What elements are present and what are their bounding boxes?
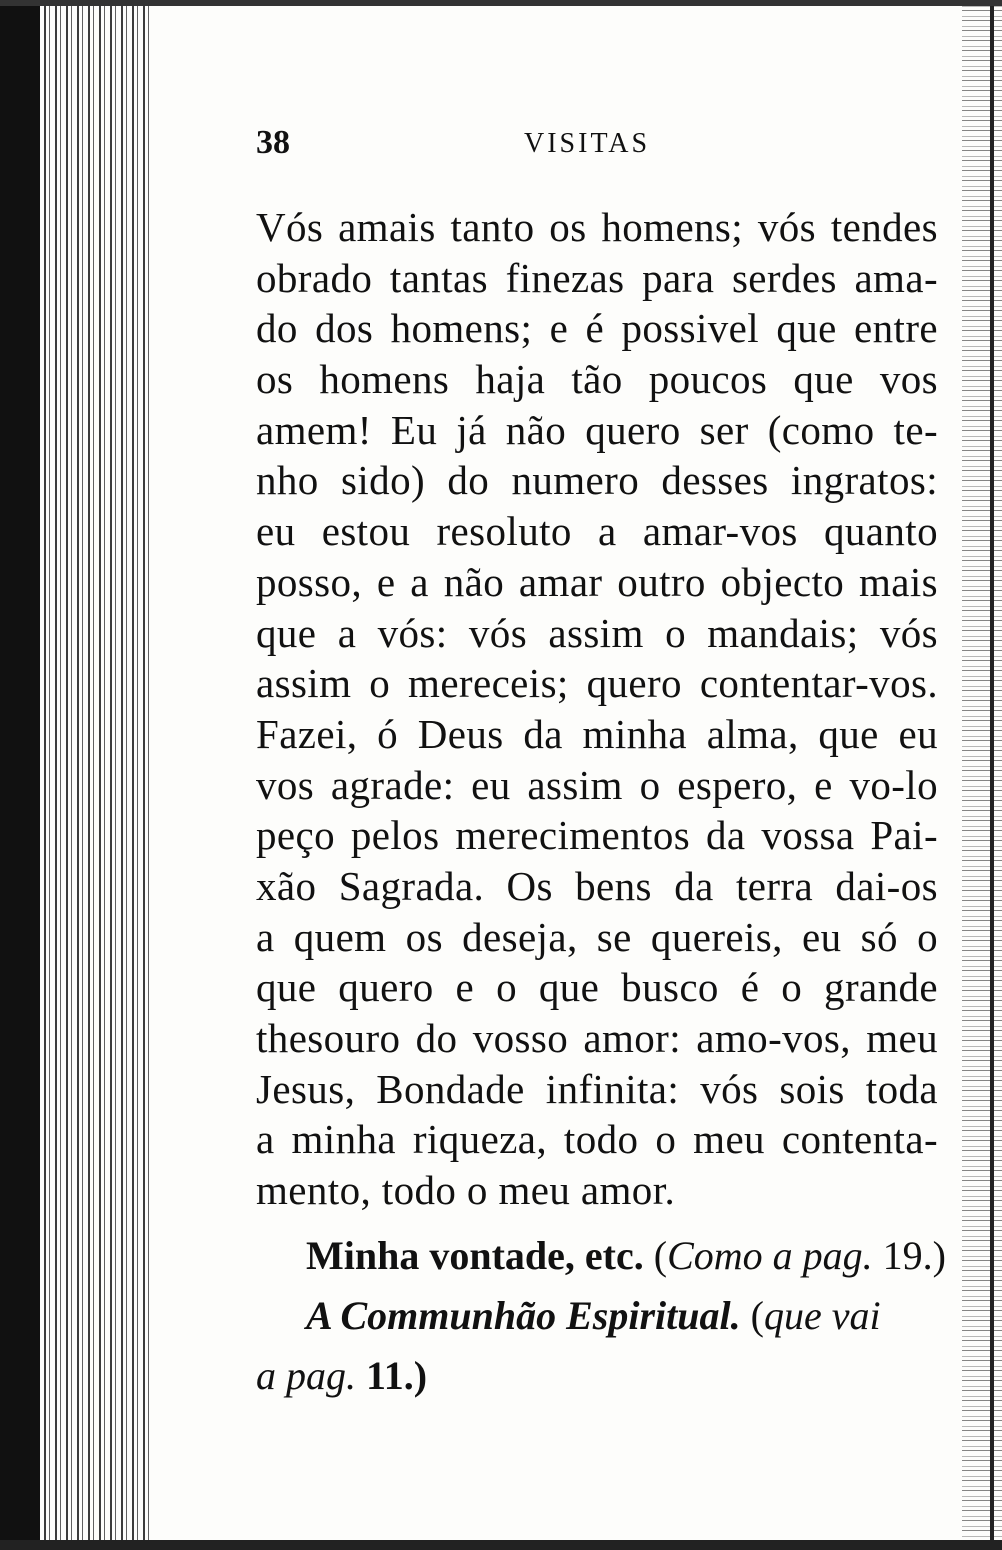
body-line: obrado tantas finezas para serdes ama- <box>256 254 938 301</box>
page-edge-line <box>990 0 994 1550</box>
page-number: 38 <box>256 124 290 161</box>
body-line: que quero e o que busco é o grande <box>256 964 938 1011</box>
page-edge-right <box>962 0 1002 1550</box>
body-line: thesouro do vosso amor: amo-vos, meu <box>256 1015 938 1061</box>
page-edge-bottom <box>0 1540 1002 1550</box>
running-title: VISITAS <box>524 128 651 159</box>
rubric-page-ref: 19.) <box>872 1232 946 1278</box>
rubric-vontade: Minha vontade, etc. <box>306 1232 644 1278</box>
body-text <box>256 202 938 1216</box>
closing-rubrics <box>256 1226 946 1406</box>
body-line: Jesus, Bondade infinita: vós sois toda <box>256 1065 938 1112</box>
rubric-page-ref: 11.) <box>356 1352 428 1398</box>
rubric-ref: a pag. <box>256 1352 356 1398</box>
rubric-open-paren: ( <box>740 1292 764 1338</box>
body-line: os homens haja tão poucos que vos <box>256 356 938 403</box>
rubric-line <box>256 1346 938 1406</box>
rubric-ref: que vai <box>763 1292 881 1338</box>
body-line: do dos homens; e é possivel que entre <box>256 305 938 352</box>
rubric-open-paren: ( <box>653 1232 668 1278</box>
rubric-communhao: A Communhão Espiritual. <box>306 1292 741 1338</box>
body-line: amem! Eu já não quero ser (como te- <box>256 406 938 453</box>
body-line: Vós amais tanto os homens; vós tendes <box>256 204 938 250</box>
body-line: assim o mereceis; quero contentar-vos. <box>256 660 938 707</box>
body-line: peço pelos merecimentos da vossa Pai- <box>256 812 938 859</box>
page-edge-top <box>0 0 1002 6</box>
running-head <box>256 120 938 170</box>
body-line: xão Sagrada. Os bens da terra dai-os <box>256 862 938 909</box>
body-line: a quem os deseja, se quereis, eu só o <box>256 913 938 960</box>
rubric-line <box>256 1286 938 1346</box>
rubric-ref: Como a pag. <box>667 1232 873 1278</box>
body-line: a minha riqueza, todo o meu contenta- <box>256 1116 938 1163</box>
body-line: nho sido) do numero desses ingratos: <box>256 457 938 504</box>
body-line: que a vós: vós assim o mandais; vós <box>256 609 938 656</box>
body-line: Fazei, ó Deus da minha alma, que eu <box>256 710 938 757</box>
text-block <box>256 120 946 1406</box>
body-line: vos agrade: eu assim o espero, e vo-lo <box>256 761 938 808</box>
body-line: mento, todo o meu amor. <box>256 1167 676 1214</box>
body-line: eu estou resoluto a amar-vos quanto <box>256 508 938 555</box>
rubric-line <box>256 1226 946 1286</box>
binding-shadow <box>0 0 40 1550</box>
body-line: posso, e a não amar outro objecto mais <box>256 558 938 605</box>
